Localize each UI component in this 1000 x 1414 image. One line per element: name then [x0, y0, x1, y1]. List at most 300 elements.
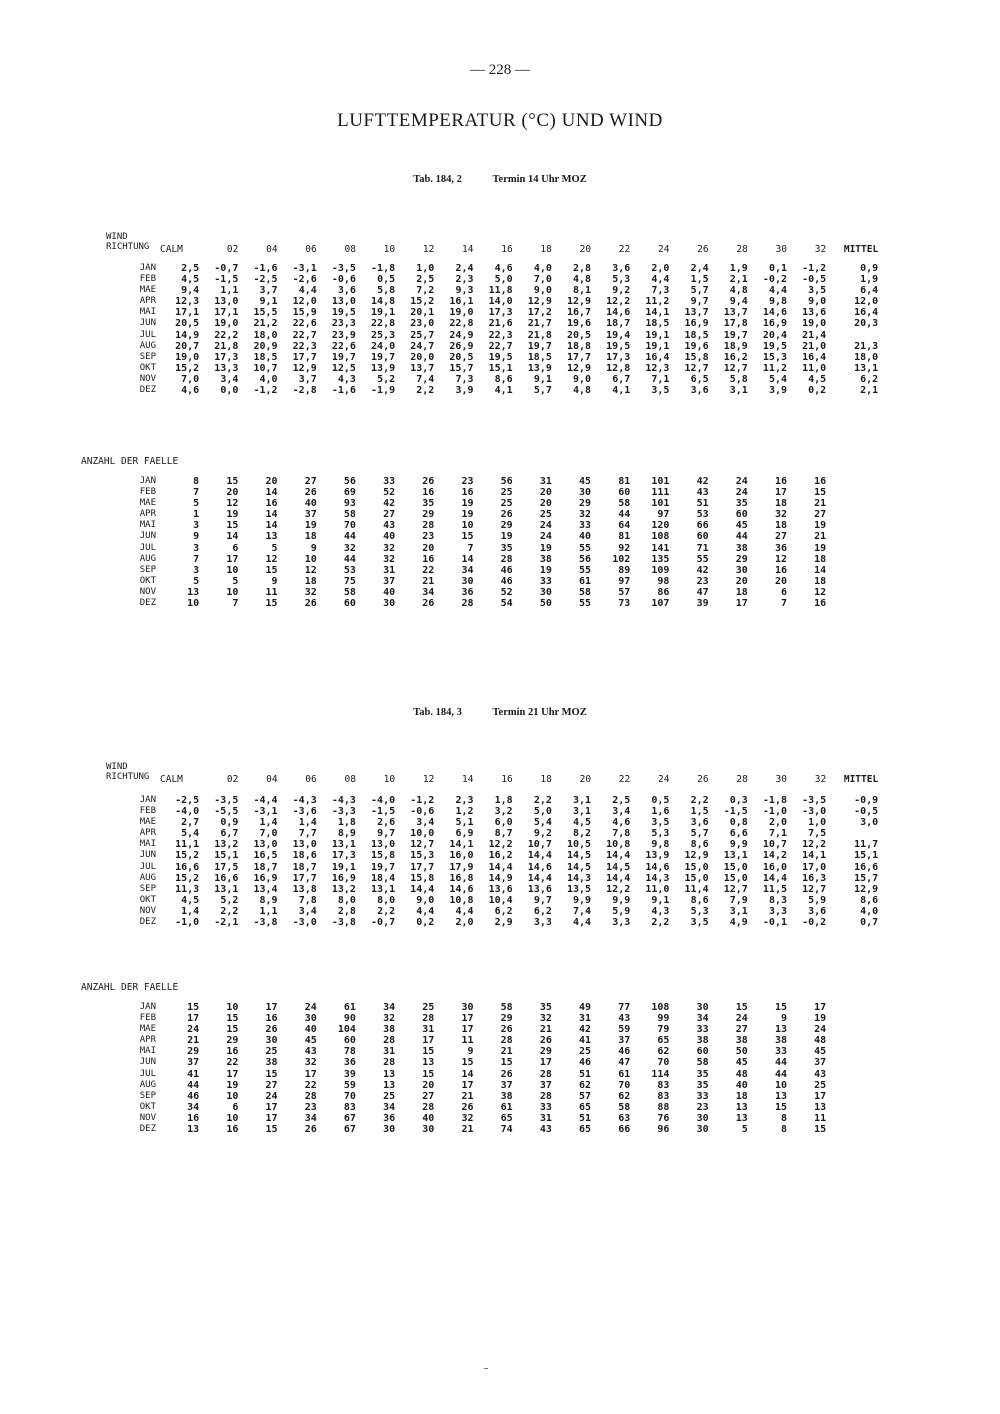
column-header-row: [100, 244, 878, 255]
table-cell: 12,0: [854, 296, 879, 308]
month-label: SEP: [139, 883, 156, 894]
column-header: 16: [501, 244, 513, 255]
table-cell: 9,8: [651, 839, 670, 851]
table-cell: 19: [226, 509, 239, 521]
table-cell: 16,9: [762, 318, 787, 330]
table-cell: 24: [735, 1013, 748, 1025]
table-cell: 4,3: [651, 905, 670, 917]
table-cell: 15,0: [684, 861, 709, 873]
table-cell: 2,0: [768, 817, 787, 829]
table-cell: 36: [343, 1057, 356, 1069]
table-cell: 4,6: [494, 263, 513, 274]
table-cell: 17: [226, 1068, 239, 1080]
table-cell: -3,1: [253, 806, 278, 818]
table-cell: 10,5: [566, 839, 592, 851]
table-cell: 51: [696, 498, 709, 510]
table-cell: 2,6: [377, 817, 396, 829]
column-header: 26: [697, 244, 709, 255]
table-cell: 22,3: [488, 329, 513, 341]
table-cell: 111: [651, 487, 670, 499]
table-cell: 5,0: [533, 806, 552, 818]
header-label-line1: WIND: [106, 762, 128, 772]
table-cell: 13,0: [371, 839, 396, 851]
table-cell: 3,3: [612, 917, 631, 929]
table-cell: 4,1: [612, 385, 631, 397]
table-row: [100, 884, 878, 895]
table-cell: 1,1: [259, 905, 278, 917]
table-cell: 67: [343, 1112, 356, 1124]
table-cell: 20,0: [410, 351, 435, 363]
table-cell: 19,4: [606, 329, 631, 341]
table-cell: 17: [422, 1035, 435, 1047]
table-cell: 11,1: [175, 839, 200, 851]
table-cell: 15,7: [854, 872, 879, 884]
table-cell: -1,5: [723, 806, 748, 818]
table-cell: 5: [193, 498, 200, 510]
table-cell: 31: [383, 1046, 396, 1058]
table-cell: 15,7: [449, 362, 474, 374]
table-cell: 21,8: [527, 329, 552, 341]
table-cell: 25: [814, 1079, 827, 1091]
table-cell: 43: [383, 520, 396, 532]
table-cell: 19: [814, 520, 827, 532]
table-cell: 23: [461, 476, 474, 487]
table-cell: 10: [226, 1002, 239, 1013]
table-cell: 17: [304, 1068, 317, 1080]
table-cell: 61: [579, 575, 592, 587]
table-cell: 19: [500, 531, 513, 543]
table-cell: 17,7: [410, 861, 435, 873]
table-row: [100, 374, 878, 385]
column-header: 30: [775, 774, 787, 785]
column-header: CALM: [160, 244, 183, 255]
table-cell: 13,1: [331, 839, 356, 851]
table-cell: 30: [461, 575, 474, 587]
table-cell: 2,9: [494, 917, 513, 929]
table-cell: 12,7: [802, 883, 827, 895]
count-section-label: ANZAHL DER FAELLE: [81, 456, 179, 467]
table-cell: 17: [265, 1112, 278, 1124]
table-cell: 60: [618, 487, 631, 499]
table-cell: 19,7: [371, 861, 396, 873]
month-label: JAN: [139, 795, 156, 805]
table-cell: 12,3: [175, 296, 200, 308]
table-cell: 24: [735, 487, 748, 499]
table-cell: 40: [579, 531, 592, 543]
table-cell: 13,6: [488, 883, 513, 895]
table-cell: 7,1: [651, 373, 670, 385]
table-cell: 13,4: [253, 883, 278, 895]
table-cell: -2,5: [253, 274, 278, 286]
table-cell: 16: [774, 564, 787, 576]
table-cell: 26: [500, 1024, 513, 1036]
table-cell: 9,0: [533, 285, 552, 297]
table-cell: 29: [539, 1046, 552, 1058]
table-cell: 9,7: [690, 296, 709, 308]
table-cell: 9,9: [729, 839, 748, 851]
table-cell: 19,1: [331, 861, 356, 873]
table-cell: 26: [539, 1035, 552, 1047]
table-cell: 15: [265, 1124, 278, 1136]
table-cell: 3,1: [573, 806, 592, 818]
table-cell: 3,4: [298, 905, 317, 917]
table-cell: 3,7: [298, 373, 317, 385]
table-cell: 19,5: [488, 351, 513, 363]
table-cell: 9,4: [181, 285, 200, 297]
table-cell: 17,3: [331, 850, 356, 862]
table-cell: 22,7: [488, 340, 513, 352]
table-cell: 34: [304, 1112, 317, 1124]
month-label: JUL: [139, 861, 156, 872]
table-cell: 2,2: [220, 905, 239, 917]
table-cell: 5,4: [533, 817, 552, 829]
table-cell: 108: [651, 1002, 670, 1013]
table-cell: 83: [657, 1079, 670, 1091]
month-label: NOV: [139, 1112, 156, 1123]
table-cell: 38: [735, 1035, 748, 1047]
table-cell: 38: [265, 1057, 278, 1069]
table-cell: 22,2: [214, 329, 239, 341]
table-cell: 20: [265, 476, 278, 487]
table-cell: 24,0: [371, 340, 396, 352]
column-header: 02: [226, 774, 239, 785]
table-cell: 9,9: [573, 894, 592, 906]
table-cell: -0,7: [214, 263, 239, 274]
temperature-table: [100, 263, 878, 396]
table-row: [100, 895, 878, 906]
table-row: [100, 285, 878, 296]
temperature-table: [100, 795, 878, 928]
table-cell: 8,0: [337, 894, 356, 906]
table-cell: 2,8: [337, 905, 356, 917]
table-cell: 14,8: [371, 296, 396, 308]
table-cell: 29: [579, 498, 592, 510]
table-cell: 90: [343, 1013, 356, 1025]
table-cell: -1,5: [214, 274, 239, 286]
month-label: FEB: [139, 487, 156, 498]
table-cell: 17: [265, 1002, 278, 1013]
table-cell: 12,0: [292, 296, 317, 308]
table-cell: -3,0: [802, 806, 827, 818]
table-cell: 65: [657, 1035, 670, 1047]
table-cell: 7: [193, 487, 200, 499]
table-cell: 59: [343, 1079, 356, 1091]
table-cell: 5,4: [181, 828, 200, 840]
table-cell: 14: [265, 487, 278, 499]
month-label: JAN: [139, 476, 156, 486]
table-cell: 15,0: [723, 861, 748, 873]
table-cell: 39: [343, 1068, 356, 1080]
column-header: 30: [775, 244, 787, 255]
month-label: AUG: [139, 1079, 156, 1090]
table-cell: 33: [696, 1090, 709, 1102]
table-cell: 35: [735, 498, 748, 510]
table-cell: 5,0: [494, 274, 513, 286]
table-cell: 11,3: [175, 883, 200, 895]
column-header: 24: [657, 774, 670, 785]
table-cell: 34: [461, 564, 474, 576]
table-cell: 26: [500, 1068, 513, 1080]
table-cell: 83: [657, 1090, 670, 1102]
table-cell: 55: [579, 542, 592, 554]
table-termin: Termin 21 Uhr MOZ: [492, 707, 587, 718]
table-cell: 20: [774, 575, 787, 587]
column-header: 22: [618, 244, 631, 255]
table-cell: 14,4: [762, 872, 787, 884]
table-cell: 101: [651, 476, 670, 487]
table-cell: 10,4: [488, 894, 513, 906]
table-cell: 2,2: [416, 385, 435, 397]
table-cell: 29: [226, 1035, 239, 1047]
table-cell: 44: [187, 1079, 200, 1091]
column-header: 12: [422, 774, 435, 785]
table-cell: 44: [774, 1057, 787, 1069]
table-cell: 3,1: [729, 905, 748, 917]
table-cell: 1,4: [181, 905, 200, 917]
table-cell: 3,2: [494, 806, 513, 818]
table-cell: 43: [814, 1068, 827, 1080]
table-cell: 4,8: [729, 285, 748, 297]
table-cell: 19,7: [371, 351, 396, 363]
table-cell: 8,6: [494, 373, 513, 385]
table-cell: 62: [579, 1079, 592, 1091]
table-cell: 33: [539, 1101, 552, 1113]
table-cell: 16: [187, 1112, 200, 1124]
table-row: [100, 839, 878, 850]
table-cell: 25: [383, 1090, 396, 1102]
column-header: 08: [344, 774, 356, 785]
column-header: 16: [501, 774, 513, 785]
table-row: [100, 828, 878, 839]
table-cell: 17: [814, 1090, 827, 1102]
table-cell: 5,3: [690, 905, 709, 917]
table-cell: 12,2: [802, 839, 827, 851]
table-cell: 7,3: [455, 373, 474, 385]
table-cell: 8,2: [573, 828, 592, 840]
table-cell: 16: [422, 487, 435, 499]
table-cell: 29: [500, 1013, 513, 1025]
table-cell: 18,5: [645, 318, 670, 330]
table-cell: 13,1: [371, 883, 396, 895]
table-cell: 69: [343, 487, 356, 499]
table-cell: 35: [422, 498, 435, 510]
table-cell: 36: [774, 542, 787, 554]
table-cell: 0,8: [729, 817, 748, 829]
table-cell: 45: [579, 476, 592, 487]
table-row: [100, 385, 878, 396]
table-row: [100, 330, 878, 341]
page-number: — 228 —: [470, 62, 530, 78]
table-cell: 23: [696, 1101, 709, 1113]
table-cell: 2,2: [533, 795, 552, 806]
table-cell: 45: [735, 1057, 748, 1069]
table-cell: 63: [618, 1112, 631, 1124]
table-cell: 19,6: [684, 340, 709, 352]
table-cell: 16,9: [331, 872, 356, 884]
table-cell: 79: [657, 1024, 670, 1036]
table-cell: 89: [618, 564, 631, 576]
table-cell: 97: [657, 509, 670, 521]
table-cell: 135: [651, 553, 670, 565]
table-cell: 53: [696, 509, 709, 521]
table-cell: 13: [814, 1101, 827, 1113]
table-cell: 50: [539, 598, 552, 610]
table-row: [100, 795, 878, 806]
table-cell: 26: [422, 598, 435, 610]
table-cell: 21: [461, 1124, 474, 1136]
table-cell: 20,5: [175, 318, 200, 330]
table-cell: 57: [618, 586, 631, 598]
table-cell: 12: [304, 564, 317, 576]
table-cell: 26: [304, 598, 317, 610]
table-cell: -1,6: [331, 385, 356, 397]
table-cell: 6,7: [220, 828, 239, 840]
table-cell: 10,7: [253, 362, 278, 374]
table-cell: 141: [651, 542, 670, 554]
column-header: 22: [618, 774, 631, 785]
month-label: SEP: [139, 564, 156, 575]
table-cell: 2,4: [455, 263, 474, 274]
table-cell: 21,0: [802, 340, 827, 352]
table-cell: 15: [226, 1024, 239, 1036]
table-cell: 11,4: [684, 883, 709, 895]
table-cell: -1,8: [371, 263, 396, 274]
table-cell: 16: [265, 498, 278, 510]
table-cell: 13: [187, 1124, 200, 1136]
table-cell: 5,2: [377, 373, 396, 385]
table-row: [100, 565, 826, 576]
table-cell: 51: [579, 1112, 592, 1124]
table-cell: 18: [735, 586, 748, 598]
table-cell: 19,7: [527, 340, 552, 352]
table-cell: -3,5: [214, 795, 239, 806]
table-cell: 20: [422, 542, 435, 554]
month-label: JUN: [139, 850, 156, 861]
table-cell: 10: [226, 1090, 239, 1102]
table-cell: 18: [304, 575, 317, 587]
table-cell: 107: [651, 598, 670, 610]
table-cell: 13: [187, 586, 200, 598]
table-cell: 13: [774, 1090, 787, 1102]
table-cell: 11,0: [645, 883, 670, 895]
table-cell: 10,8: [606, 839, 631, 851]
table-cell: 12,9: [527, 296, 552, 308]
column-header: 08: [344, 244, 356, 255]
column-header: 04: [266, 774, 278, 785]
table-cell: 45: [304, 1035, 317, 1047]
table-cell: 28: [461, 598, 474, 610]
table-cell: 22: [304, 1079, 317, 1091]
table-cell: 1,8: [337, 817, 356, 829]
header-label-line1: WIND: [106, 232, 128, 242]
table-cell: 37: [304, 509, 317, 521]
table-cell: 4,4: [768, 285, 787, 297]
table-cell: 16,9: [253, 872, 278, 884]
table-cell: 11,0: [802, 362, 827, 374]
table-cell: 8,6: [860, 894, 879, 906]
table-cell: 25: [422, 1002, 435, 1013]
table-cell: 18: [774, 520, 787, 532]
table-cell: 32: [383, 553, 396, 565]
table-cell: 13,5: [566, 883, 592, 895]
table-cell: 3,9: [455, 385, 474, 397]
table-cell: 30: [696, 1002, 709, 1013]
table-cell: 13,9: [371, 362, 396, 374]
table-cell: 21: [500, 1046, 513, 1058]
month-label: DEZ: [139, 917, 156, 928]
table-row: [100, 1069, 826, 1080]
table-row: [100, 363, 878, 374]
table-cell: 2,7: [181, 817, 200, 829]
table-termin: Termin 14 Uhr MOZ: [492, 174, 587, 185]
table-cell: 78: [343, 1046, 356, 1058]
table-cell: 4,0: [860, 905, 879, 917]
table-cell: 6,6: [729, 828, 748, 840]
table-cell: 25: [265, 1046, 278, 1058]
header-label-line2: RICHTUNG: [106, 772, 150, 782]
table-cell: 2,2: [651, 917, 670, 929]
table-cell: 2,4: [690, 263, 709, 274]
table-cell: 20: [539, 487, 552, 499]
table-cell: 16: [422, 553, 435, 565]
month-label: DEZ: [139, 1124, 156, 1135]
table-cell: 15: [774, 1002, 787, 1013]
table-cell: 81: [618, 476, 631, 487]
table-cell: 43: [618, 1013, 631, 1025]
table-cell: 42: [579, 1024, 592, 1036]
table-cell: 10: [226, 1112, 239, 1124]
table-cell: 13: [774, 1024, 787, 1036]
column-header: 32: [814, 774, 827, 785]
table-cell: 32: [461, 1112, 474, 1124]
table-cell: -1,8: [762, 795, 787, 806]
table-cell: 33: [383, 476, 396, 487]
table-cell: 24: [539, 531, 552, 543]
table-cell: 8,0: [377, 894, 396, 906]
table-cell: 31: [383, 564, 396, 576]
table-row: [100, 543, 826, 554]
table-cell: 18,5: [253, 351, 278, 363]
table-cell: 92: [618, 542, 631, 554]
table-cell: 18,5: [684, 329, 709, 341]
table-caption-2: [0, 707, 1000, 718]
column-header: 06: [305, 244, 317, 255]
table-cell: 66: [618, 1124, 631, 1136]
table-cell: 3,5: [690, 917, 709, 929]
table-cell: 13,7: [410, 362, 435, 374]
table-cell: 16,6: [175, 861, 200, 873]
month-label: OKT: [139, 894, 156, 905]
table-cell: 24: [265, 1090, 278, 1102]
table-cell: 60: [343, 598, 356, 610]
table-cell: 1,4: [298, 817, 317, 829]
table-cell: 12,9: [566, 296, 592, 308]
table-cell: 34: [696, 1013, 709, 1025]
table-cell: 4,6: [181, 385, 200, 397]
table-cell: 48: [735, 1068, 748, 1080]
month-label: NOV: [139, 373, 156, 384]
month-label: AUG: [139, 553, 156, 564]
table-cell: 11,2: [762, 362, 787, 374]
table-cell: 2,5: [181, 263, 200, 274]
table-cell: 32: [579, 509, 592, 521]
table-cell: 81: [618, 531, 631, 543]
table-cell: 10: [774, 1079, 787, 1091]
month-label: JUL: [139, 542, 156, 553]
table-cell: 38: [696, 1035, 709, 1047]
table-cell: 0,1: [768, 263, 787, 274]
table-cell: 22,8: [371, 318, 396, 330]
